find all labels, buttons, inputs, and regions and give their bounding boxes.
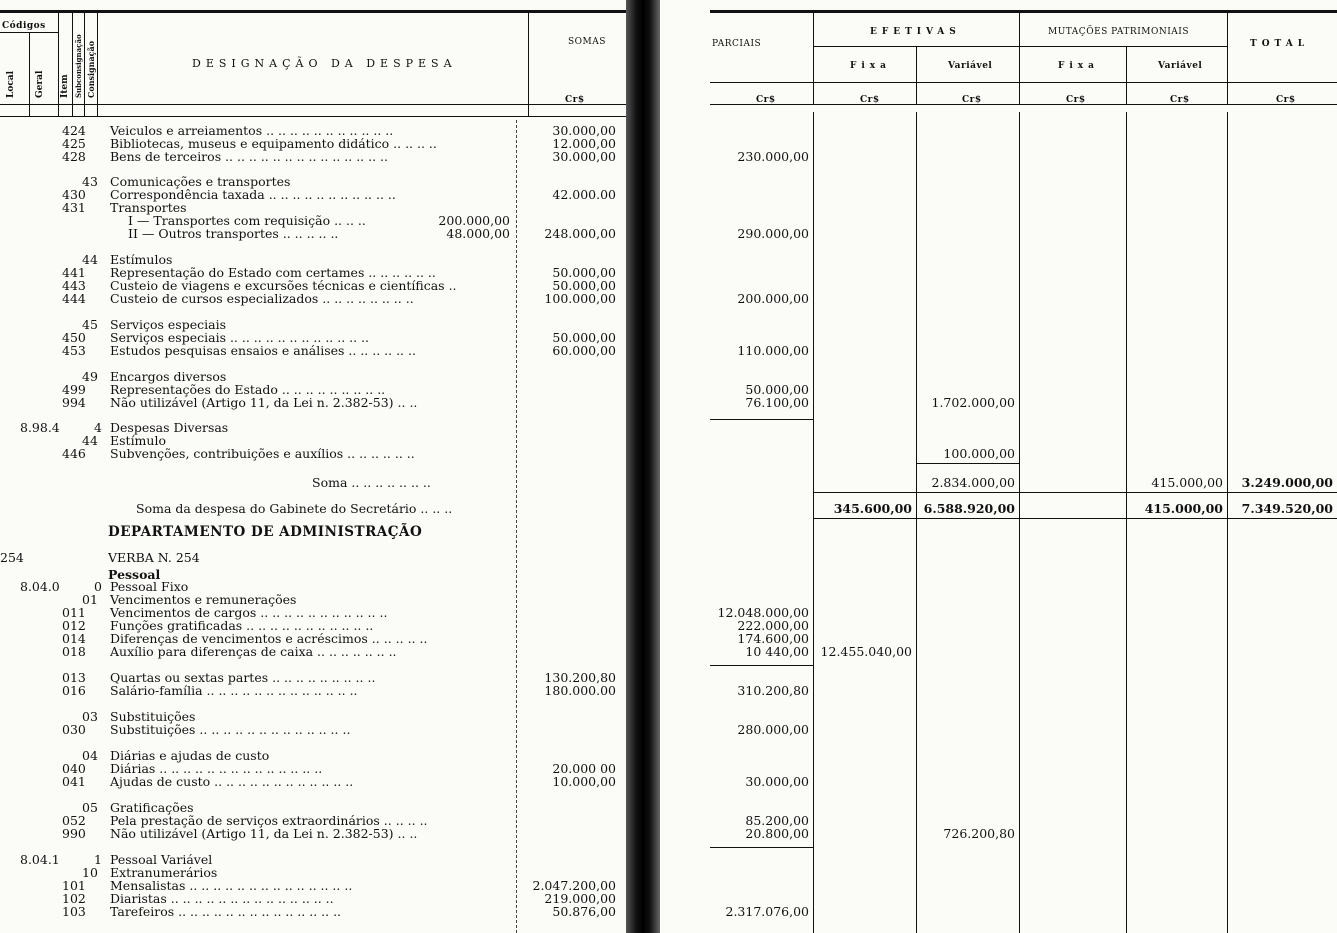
row-description: Não utilizável (Artigo 11, da Lei n. 2.382-53) .. ..: [110, 395, 418, 410]
somas-value: 20.000 00: [552, 761, 616, 776]
right-page: [660, 0, 1337, 933]
gabinete-rule: [813, 518, 1337, 519]
row-description: Funções gratificadas .. .. .. .. .. .. .. .. .. .. ..: [110, 618, 374, 633]
somas-value: 219.000,00: [544, 891, 616, 906]
item-code: 450: [62, 330, 86, 345]
subheader-rule: [813, 46, 1227, 47]
parciais-value: 50.000,00: [745, 382, 809, 397]
parciais-value: 174.600,00: [737, 631, 809, 646]
variavel-value: 726.200,80: [943, 826, 1015, 841]
parciais-value: 110.000,00: [737, 343, 809, 358]
consignacao-code: 1: [94, 852, 102, 867]
parciais-header: PARCIAIS: [712, 39, 762, 49]
local-label: Local: [6, 70, 16, 98]
row-description: Veiculos e arreiamentos .. .. .. .. .. .. .. .. .. .. ..: [110, 123, 394, 138]
consignacao-code: 43: [82, 174, 98, 189]
somas-value: 10.000,00: [552, 774, 616, 789]
currency-rule: [0, 116, 626, 117]
row-description: Tarefeiros .. .. .. .. .. .. .. .. .. .. .. .. .. ..: [110, 904, 342, 919]
row-description: Pessoal Fixo: [110, 579, 189, 594]
body-col-divider: [813, 112, 814, 933]
row-description: Diárias e ajudas de custo: [110, 748, 270, 763]
parciais-value: 85.200,00: [745, 813, 809, 828]
row-description: Serviços especiais: [110, 317, 226, 332]
row-description: Diaristas .. .. .. .. .. .. .. .. .. .. .. .. .. ..: [110, 891, 334, 906]
parciais-sum-rule: [710, 665, 813, 666]
somas-value: 2.047.200,00: [532, 878, 616, 893]
row-description: Substituições .. .. .. .. .. .. .. .. .. .. .. .. ..: [110, 722, 351, 737]
row-description: Despesas Diversas: [110, 420, 229, 435]
row-description: Substituições: [110, 709, 196, 724]
row-description: Diferenças de vencimentos e acréscimos .. .. .. .. ..: [110, 631, 428, 646]
item-code: 101: [62, 878, 86, 893]
total-currency: Cr$: [1276, 95, 1296, 105]
parciais-value: 20.800,00: [745, 826, 809, 841]
mut-fixa-currency: Cr$: [1066, 95, 1086, 105]
row-description: Comunicações e transportes: [110, 174, 291, 189]
somas-value: 12.000,00: [552, 136, 616, 151]
somas-value: 130.200,80: [544, 670, 616, 685]
parciais-value: 30.000,00: [745, 774, 809, 789]
row-description: Representações do Estado .. .. .. .. .. .. .. .. ..: [110, 382, 386, 397]
col-divider: [813, 10, 814, 104]
col-divider: [528, 10, 529, 116]
item-code: 030: [62, 722, 86, 737]
verba-label: VERBA N. 254: [108, 550, 200, 565]
row-description: Auxílio para diferenças de caixa .. .. .. .. .. .. ..: [110, 644, 397, 659]
row-description: Vencimentos e remunerações: [110, 592, 297, 607]
consignacao-code: 49: [82, 369, 98, 384]
somas-value: 180.000.00: [544, 683, 616, 698]
body-col-divider: [916, 112, 917, 933]
col-divider: [1019, 10, 1020, 104]
row-description: Encargos diversos: [110, 369, 227, 384]
row-description: Gratificações: [110, 800, 194, 815]
col-divider: [97, 10, 98, 116]
row-description: Subvenções, contribuições e auxílios .. .. .. .. .. ..: [110, 446, 415, 461]
somas-value: 60.000,00: [552, 343, 616, 358]
row-description: Bibliotecas, museus e equipamento didático .. .. .. ..: [110, 136, 437, 151]
parciais-value: 2.317.076,00: [725, 904, 809, 919]
body-col-divider: [1126, 112, 1127, 933]
somas-value: 50.000,00: [552, 330, 616, 345]
fixa-header: Fixa: [850, 61, 892, 71]
header-bottom-rule: [710, 82, 1337, 83]
item-code: 012: [62, 618, 86, 633]
efetivas-header: EFETIVAS: [870, 27, 961, 37]
variavel-value: 1.702.000,00: [931, 395, 1015, 410]
mutacoes-header: MUTAÇÕES PATRIMONIAIS: [1048, 27, 1189, 37]
consignacao-code: 03: [82, 709, 98, 724]
body-col-divider: [1019, 112, 1020, 933]
header-top-rule: [0, 10, 626, 13]
parciais-value: 222.000,00: [737, 618, 809, 633]
col-divider: [58, 10, 59, 116]
soma-variavel: 2.834.000,00: [931, 475, 1015, 490]
row-description: Estudos pesquisas ensaios e análises .. .. .. .. .. ..: [110, 343, 416, 358]
header-top-rule: [710, 10, 1337, 13]
row-description: Vencimentos de cargos .. .. .. .. .. .. .. .. .. .. ..: [110, 605, 388, 620]
book-spine: [626, 0, 660, 933]
somas-value: 42.000.00: [552, 187, 616, 202]
row-description: Diárias .. .. .. .. .. .. .. .. .. .. .. .. .. ..: [110, 761, 323, 776]
fixa-value: 12.455.040,00: [820, 644, 912, 659]
variavel-currency: Cr$: [962, 95, 982, 105]
item-code: 011: [62, 605, 86, 620]
somas-value: 248.000,00: [544, 226, 616, 241]
mut-variavel-header: Variável: [1158, 61, 1203, 71]
soma-total: 3.249.000,00: [1241, 475, 1333, 490]
row-description: Pela prestação de serviços extraordinários .. .. .. ..: [110, 813, 428, 828]
col-divider: [29, 32, 30, 116]
somas-currency: Cr$: [565, 95, 585, 105]
subconsignacao-label: Subconsignação: [74, 34, 83, 98]
text-margin-line: [516, 120, 517, 933]
item-code: 453: [62, 343, 86, 358]
row-description: Estímulos: [110, 252, 173, 267]
row-description: I — Transportes com requisição .. .. ..: [128, 213, 366, 228]
item-code: 990: [62, 826, 86, 841]
item-code: 016: [62, 683, 86, 698]
row-description: Mensalistas .. .. .. .. .. .. .. .. .. .. .. .. .. ..: [110, 878, 353, 893]
row-description: Extranumerários: [110, 865, 218, 880]
item-code: 441: [62, 265, 86, 280]
gabinete-variavel: 6.588.920,00: [923, 501, 1015, 516]
parciais-value: 10 440,00: [745, 644, 809, 659]
designacao-header: DESIGNAÇÃO DA DESPESA: [192, 57, 457, 70]
item-code: 018: [62, 644, 86, 659]
item-code: 013: [62, 670, 86, 685]
parciais-value: 290.000,00: [737, 226, 809, 241]
somas-header: SOMAS: [568, 37, 606, 47]
item-code: 102: [62, 891, 86, 906]
local-code: 8.98.4: [20, 420, 60, 435]
inner-value: 200.000,00: [438, 213, 510, 228]
consignacao-label: Consignação: [86, 40, 96, 98]
local-code: 8.04.0: [20, 579, 60, 594]
item-code: 014: [62, 631, 86, 646]
body-col-divider: [1227, 112, 1228, 933]
somas-value: 50.000,00: [552, 265, 616, 280]
item-code: 994: [62, 395, 86, 410]
gabinete-total: 7.349.520,00: [1241, 501, 1333, 516]
row-description: Serviços especiais .. .. .. .. .. .. .. .. .. .. .. ..: [110, 330, 370, 345]
row-description: Custeio de viagens e excursões técnicas e científicas ..: [110, 278, 457, 293]
somas-value: 30.000,00: [552, 149, 616, 164]
col-divider: [72, 10, 73, 116]
somas-value: 100.000,00: [544, 291, 616, 306]
soma-rule: [813, 492, 1337, 493]
local-code: 8.04.1: [20, 852, 60, 867]
somas-value: 30.000,00: [552, 123, 616, 138]
parciais-value: 200.000,00: [737, 291, 809, 306]
item-code: 431: [62, 200, 86, 215]
row-description: Pessoal Variável: [110, 852, 213, 867]
pessoal-heading: Pessoal: [108, 567, 161, 582]
item-code: 428: [62, 149, 86, 164]
item-code: 103: [62, 904, 86, 919]
item-code: 041: [62, 774, 86, 789]
mut-variavel-currency: Cr$: [1170, 95, 1190, 105]
somas-value: 50.876,00: [552, 904, 616, 919]
item-code: 444: [62, 291, 86, 306]
inner-value: 48.000,00: [446, 226, 510, 241]
item-code: 040: [62, 761, 86, 776]
gabinete-mut-variavel: 415.000,00: [1144, 501, 1223, 516]
col-divider: [1227, 10, 1228, 104]
row-description: Estímulo: [110, 433, 166, 448]
item-code: 425: [62, 136, 86, 151]
parciais-value: 12.048.000,00: [717, 605, 809, 620]
codigos-label: Códigos: [2, 21, 46, 31]
item-label: Item: [60, 74, 70, 98]
currency-rule: [710, 104, 1337, 105]
consignacao-code: 44: [82, 433, 98, 448]
variavel-value: 100.000,00: [943, 446, 1015, 461]
parciais-currency: Cr$: [756, 95, 776, 105]
fixa-currency: Cr$: [860, 95, 880, 105]
soma-gabinete-label: Soma da despesa do Gabinete do Secretário .. .. ..: [136, 501, 453, 516]
consignacao-code: 10: [82, 865, 98, 880]
consignacao-code: 4: [94, 420, 102, 435]
col-divider: [916, 46, 917, 104]
dept-title: DEPARTAMENTO DE ADMINISTRAÇÃO: [108, 524, 423, 540]
row-description: Salário-família .. .. .. .. .. .. .. .. .. .. .. .. ..: [110, 683, 358, 698]
item-code: 499: [62, 382, 86, 397]
variavel-sum-rule: [916, 463, 1019, 464]
parciais-value: 230.000,00: [737, 149, 809, 164]
parciais-sum-rule: [710, 847, 813, 848]
total-header: TOTAL: [1250, 39, 1310, 49]
col-divider: [84, 10, 85, 116]
row-description: Representação do Estado com certames .. .. .. .. .. ..: [110, 265, 436, 280]
consignacao-code: 0: [94, 579, 102, 594]
left-page: [0, 0, 626, 933]
parciais-value: 280.000,00: [737, 722, 809, 737]
geral-label: Geral: [35, 70, 45, 98]
row-description: Não utilizável (Artigo 11, da Lei n. 2.382-53) .. ..: [110, 826, 418, 841]
consignacao-code: 45: [82, 317, 98, 332]
consignacao-code: 05: [82, 800, 98, 815]
item-code: 446: [62, 446, 86, 461]
parciais-sum-rule: [710, 419, 813, 420]
row-description: Transportes: [110, 200, 187, 215]
variavel-header: Variável: [948, 61, 993, 71]
row-description: Ajudas de custo .. .. .. .. .. .. .. .. .. .. .. ..: [110, 774, 354, 789]
item-code: 443: [62, 278, 86, 293]
header-bottom-rule: [0, 104, 626, 105]
row-description: Correspondência taxada .. .. .. .. .. .. .. .. .. .. ..: [110, 187, 396, 202]
mut-fixa-header: Fixa: [1058, 61, 1100, 71]
parciais-value: 310.200,80: [737, 683, 809, 698]
row-description: Bens de terceiros .. .. .. .. .. .. .. .. .. .. .. .. .. ..: [110, 149, 388, 164]
item-code: 052: [62, 813, 86, 828]
item-code: 424: [62, 123, 86, 138]
item-code: 430: [62, 187, 86, 202]
parciais-value: 76.100,00: [745, 395, 809, 410]
soma-mut-variavel: 415.000,00: [1151, 475, 1223, 490]
somas-value: 50.000,00: [552, 278, 616, 293]
row-description: II — Outros transportes .. .. .. .. ..: [128, 226, 339, 241]
consignacao-code: 44: [82, 252, 98, 267]
row-description: Quartas ou sextas partes .. .. .. .. .. .. .. .. ..: [110, 670, 376, 685]
consignacao-code: 04: [82, 748, 98, 763]
soma-label: Soma .. .. .. .. .. .. ..: [312, 475, 431, 490]
verba-code: 254: [0, 550, 24, 565]
row-description: Custeio de cursos especializados .. .. .. .. .. .. .. ..: [110, 291, 414, 306]
col-divider: [1126, 46, 1127, 104]
consignacao-code: 01: [82, 592, 98, 607]
gabinete-fixa: 345.600,00: [833, 501, 912, 516]
